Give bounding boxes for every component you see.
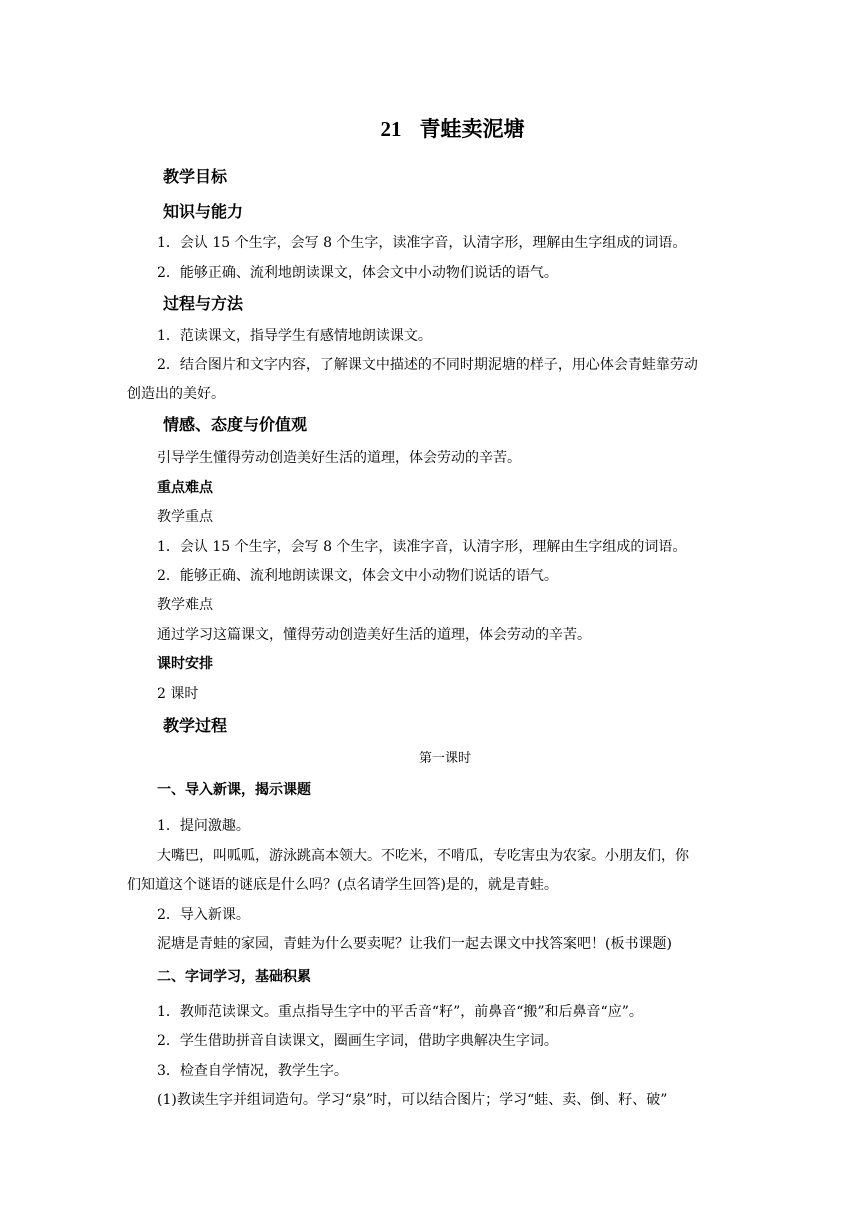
- difficulty-label: 教学难点: [157, 597, 213, 613]
- process-item-2-cont: 创造出的美好。: [127, 386, 225, 402]
- page-title: [0, 113, 860, 143]
- lesson-number: 21: [380, 117, 402, 141]
- emotion-heading: 情感、态度与价值观: [163, 415, 308, 434]
- process-item-2: 2．结合图片和文字内容，了解课文中描述的不同时期泥塘的样子，用心体会青蛙靠劳动: [157, 357, 698, 373]
- lesson-title: 青蛙卖泥塘: [419, 117, 525, 141]
- objectives-heading: 教学目标: [163, 167, 228, 186]
- teaching-process-heading: 教学过程: [163, 716, 228, 735]
- knowledge-heading: 知识与能力: [163, 202, 244, 221]
- section-1-item-1: 1．提问激趣。: [157, 818, 250, 834]
- process-method-heading: 过程与方法: [163, 294, 244, 313]
- keypoints-heading: 重点难点: [157, 480, 213, 496]
- focus-item-1: 1．会认 15 个生字，会写 8 个生字，读准字音，认清字形，理解由生字组成的词语。: [157, 539, 687, 555]
- knowledge-item-2: 2．能够正确、流利地朗读课文，体会文中小动物们说话的语气。: [157, 265, 558, 281]
- emotion-text: 引导学生懂得劳动创造美好生活的道理，体会劳动的辛苦。: [157, 450, 521, 466]
- focus-item-2: 2．能够正确、流利地朗读课文，体会文中小动物们说话的语气。: [157, 568, 558, 584]
- lesson-one-label: 第一课时: [418, 751, 471, 766]
- section-2-item-2: 2．学生借助拼音自读课文，圈画生字词，借助字典解决生字词。: [157, 1033, 558, 1049]
- section-2-item-3: 3．检查自学情况，教学生字。: [157, 1063, 348, 1079]
- focus-label: 教学重点: [157, 509, 213, 525]
- section-2-item-4: (1)教读生字并组词造句。学习“泉”时，可以结合图片；学习“蛙、卖、倒、籽、破”: [157, 1092, 668, 1108]
- knowledge-item-1: 1．会认 15 个生字，会写 8 个生字，读准字音，认清字形，理解由生字组成的词语。: [157, 235, 687, 251]
- section-1-heading: 一、导入新课，揭示课题: [157, 782, 311, 798]
- intro-text: 泥塘是青蛙的家园，青蛙为什么要卖呢？让我们一起去课文中找答案吧！(板书课题): [157, 936, 672, 952]
- schedule-text: 2 课时: [157, 686, 199, 702]
- section-2-heading: 二、字词学习，基础积累: [157, 969, 311, 985]
- section-1-item-2: 2．导入新课。: [157, 907, 250, 923]
- process-item-1: 1．范读课文，指导学生有感情地朗读课文。: [157, 328, 432, 344]
- difficulty-text: 通过学习这篇课文，懂得劳动创造美好生活的道理，体会劳动的辛苦。: [157, 627, 591, 643]
- riddle-line-1: 大嘴巴，叫呱呱，游泳跳高本领大。不吃米，不啃瓜，专吃害虫为农家。小朋友们，你: [157, 848, 689, 864]
- riddle-line-2: 们知道这个谜语的谜底是什么吗？(点名请学生回答)是的，就是青蛙。: [127, 877, 558, 893]
- schedule-heading: 课时安排: [157, 656, 213, 672]
- section-2-item-1: 1．教师范读课文。重点指导生字中的平舌音“籽”，前鼻音“搬”和后鼻音“应”。: [157, 1004, 643, 1020]
